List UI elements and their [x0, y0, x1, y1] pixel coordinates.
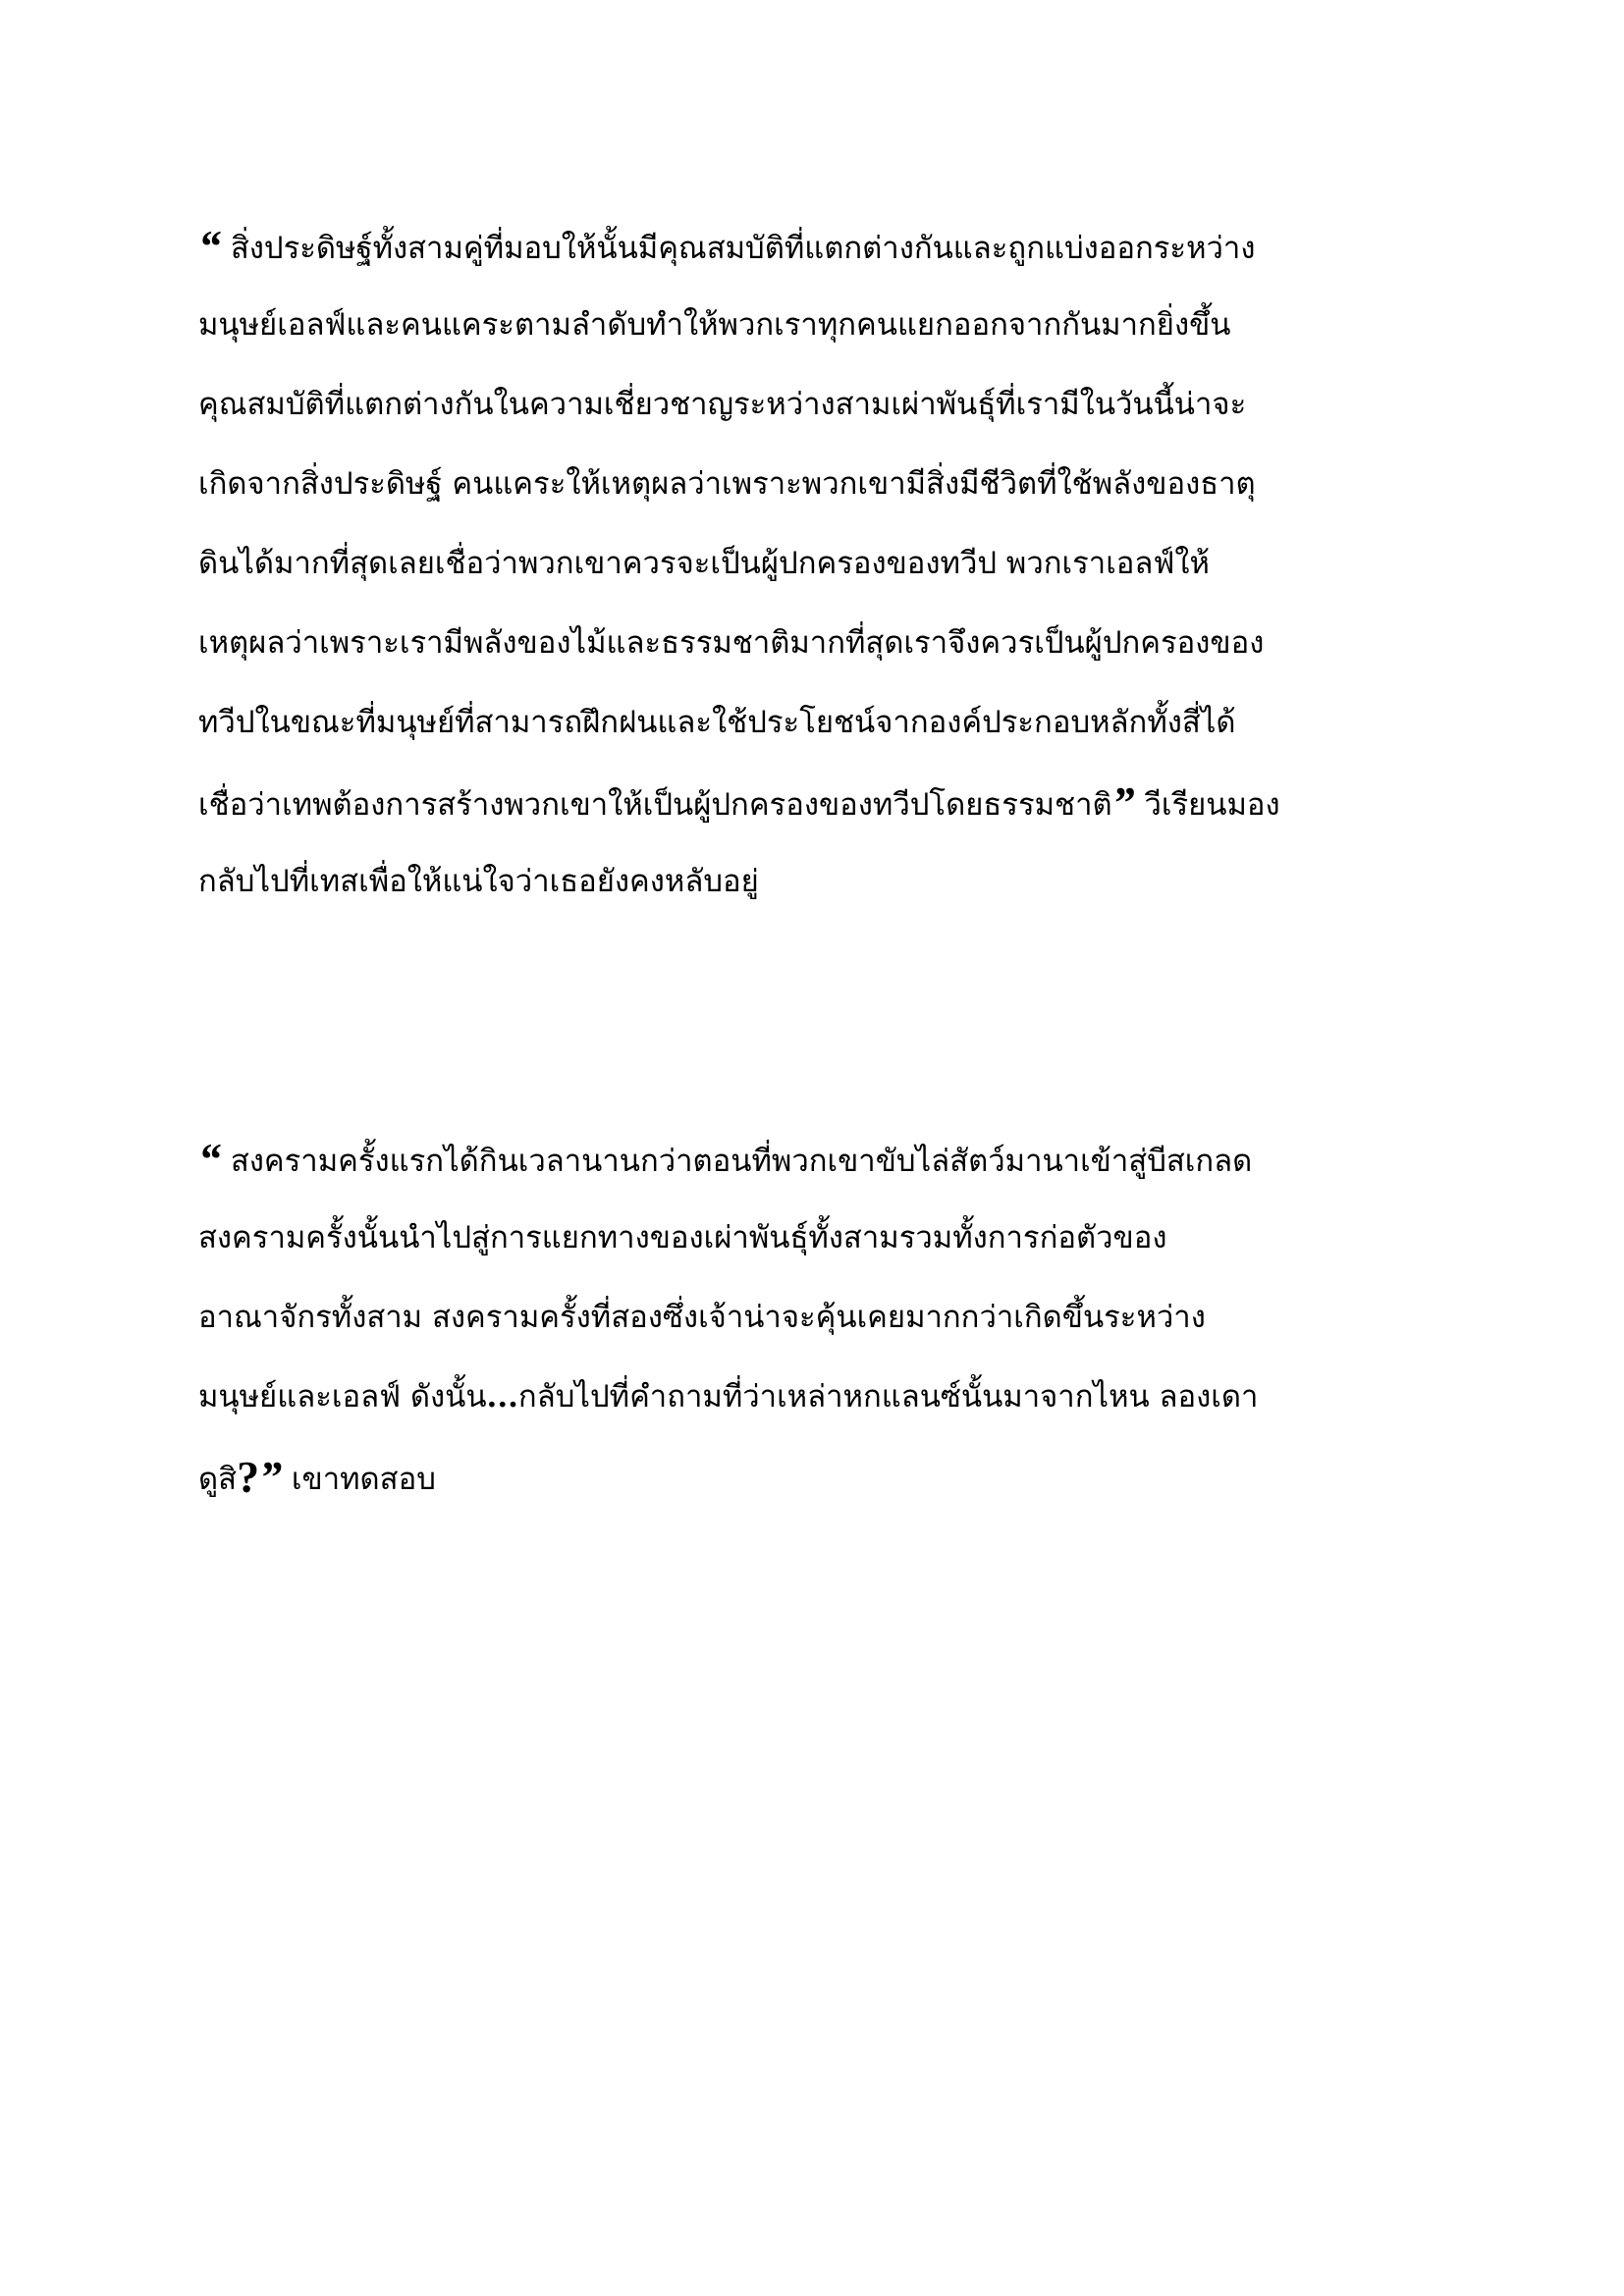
- line-text: สิ่งประดิษฐ์ทั้งสามคู่ที่มอบให้นั้นมีคุณสมบัติที่แตกต่างกันและถูกแบ่งออกระหว่าง: [230, 231, 1256, 266]
- text-line: [198, 445, 1445, 524]
- line-text: เชื่อว่าเทพต้องการสร้างพวกเขาให้เป็นผู้ปกครองของทวีปโดยธรรมชาติ: [198, 787, 1112, 823]
- line-text: ทวีปในขณะที่มนุษย์ที่สามารถฝึกฝนและใช้ประโยชน์จากองค์ประกอบหลักทั้งสี่ได้: [198, 705, 1236, 740]
- line-text: อาณาจักรทั้งสาม สงครามครั้งที่สองซึ่งเจ้าน่าจะคุ้นเคยมากกว่าเกิดขึ้นระหว่าง: [198, 1300, 1206, 1335]
- line-text: ดูสิ: [198, 1462, 238, 1497]
- text-line: [198, 842, 1445, 922]
- paragraph-2: [198, 1119, 1445, 1517]
- text-line: [198, 1437, 1445, 1517]
- open-quote: “: [198, 1134, 221, 1184]
- text-line: [198, 286, 1445, 365]
- text-line: [198, 683, 1445, 763]
- open-quote: “: [198, 221, 221, 271]
- line-text: มนุษย์เอลฟ์และคนแคระตามลำดับทำให้พวกเราทุกคนแยกออกจากกันมากยิ่งขึ้น: [198, 307, 1231, 343]
- text-line: [198, 1278, 1445, 1358]
- ellipsis: ...: [486, 1379, 518, 1415]
- line-text: วีเรียนมอง: [1134, 787, 1280, 823]
- text-line: [198, 1119, 1445, 1199]
- text-line: [198, 365, 1445, 445]
- line-text: ดินได้มากที่สุดเลยเชื่อว่าพวกเขาควรจะเป็นผู้ปกครองของทวีป พวกเราเอลฟ์ให้: [198, 546, 1210, 581]
- paragraph-1: [198, 206, 1445, 922]
- line-text: มนุษย์และเอลฟ์ ดังนั้น: [198, 1379, 487, 1415]
- line-text: เกิดจากสิ่งประดิษฐ์ คนแคระให้เหตุผลว่าเพราะพวกเขามีสิ่งมีชีวิตที่ใช้พลังของธาตุ: [198, 466, 1256, 502]
- close-quote: ”: [1111, 777, 1135, 828]
- question-mark: ?: [237, 1452, 260, 1502]
- text-line: [198, 1358, 1445, 1437]
- line-text: สงครามครั้งนั้นนำไปสู่การแยกทางของเผ่าพันธุ์ทั้งสามรวมทั้งการก่อตัวของ: [198, 1220, 1167, 1255]
- close-quote: ”: [259, 1452, 283, 1502]
- line-text: สงครามครั้งแรกได้กินเวลานานกว่าตอนที่พวกเขาขับไล่สัตว์มานาเข้าสู่บีสเกลด: [230, 1144, 1253, 1179]
- line-text: เขาทดสอบ: [282, 1462, 436, 1497]
- line-text: กลับไปที่คำถามที่ว่าเหล่าหกแลนซ์นั้นมาจากไหน ลองเดา: [517, 1379, 1259, 1415]
- text-line: [198, 604, 1445, 683]
- line-text: คุณสมบัติที่แตกต่างกันในความเชี่ยวชาญระหว่างสามเผ่าพันธุ์ที่เรามีในวันนี้น่าจะ: [198, 387, 1247, 422]
- text-line: [198, 524, 1445, 604]
- text-line: [198, 1199, 1445, 1278]
- line-text: เหตุผลว่าเพราะเรามีพลังของไม้และธรรมชาติมากที่สุดเราจึงควรเป็นผู้ปกครองของ: [198, 625, 1265, 661]
- text-line: [198, 763, 1445, 842]
- line-text: กลับไปที่เทสเพื่อให้แน่ใจว่าเธอยังคงหลับอยู่: [198, 864, 759, 899]
- text-line: [198, 206, 1445, 286]
